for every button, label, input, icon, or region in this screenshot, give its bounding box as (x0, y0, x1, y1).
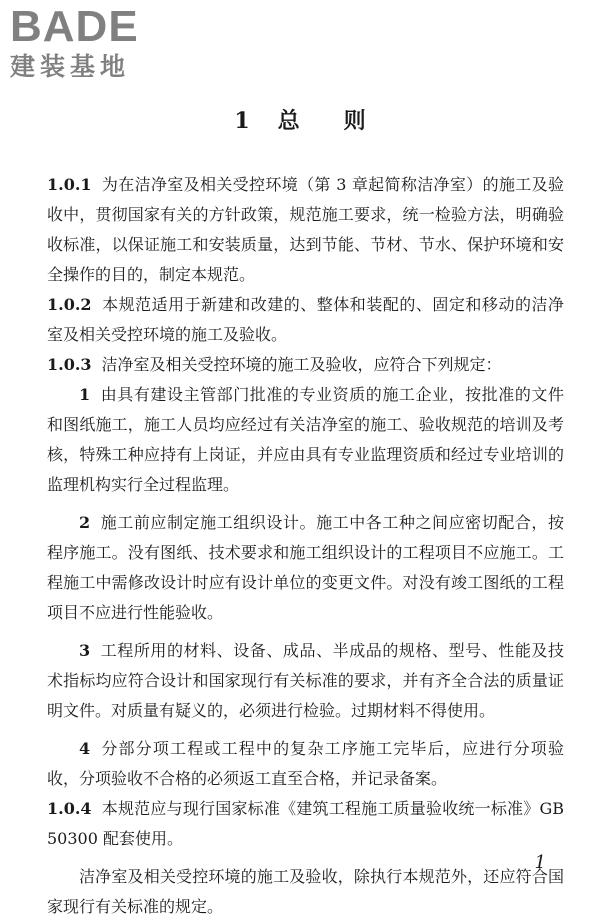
chapter-heading: 总 则 (277, 108, 366, 134)
closing-paragraph: 洁净室及相关受控环境的施工及验收，除执行本规范外，还应符合国家现行有关标准的规定。 (47, 867, 564, 916)
clause-text: 本规范应与现行国家标准《建筑工程施工质量验收统一标准》GB 50300 配套使用。 (47, 799, 564, 848)
chapter-title (0, 104, 600, 135)
clause-number: 1.0.2 (47, 295, 92, 314)
page-number: 1 (534, 852, 546, 873)
chapter-number: 1 (234, 108, 250, 134)
item-text: 施工前应制定施工组织设计。施工中各工种之间应密切配合，按程序施工。没有图纸、技术要求和施工组织设计的工程项目不应施工。工程施工中需修改设计时应有设计单位的变更文件。对没有竣工图纸的工程项目不应进行性能验收。 (47, 513, 564, 622)
clause-number: 1.0.4 (47, 799, 92, 818)
publisher-logo (10, 4, 180, 82)
item-text: 工程所用的材料、设备、成品、半成品的规格、型号、性能及技术指标均应符合设计和国家现行有关标准的要求，并有齐全合法的质量证明文件。对质量有疑义的，必须进行检验。过期材料不得使用。 (47, 641, 564, 720)
clause-1-0-1 (47, 170, 564, 290)
document-body (47, 170, 564, 922)
list-item-1 (47, 380, 564, 500)
list-item-2 (47, 508, 564, 628)
clause-text: 洁净室及相关受控环境的施工及验收，应符合下列规定： (101, 355, 502, 374)
clause-1-0-4 (47, 794, 564, 854)
item-text: 由具有建设主管部门批准的专业资质的施工企业，按批准的文件和图纸施工，施工人员均应经过有关洁净室的施工、验收规范的培训及考核，特殊工种应持有上岗证，并应由具有专业监理资质和经过专业培训的监理机构实行全过程监理。 (47, 385, 564, 494)
list-item-4 (47, 734, 564, 794)
clause-number: 1.0.1 (47, 175, 92, 194)
clause-1-0-3 (47, 350, 564, 380)
item-text: 分部分项工程或工程中的复杂工序施工完毕后，应进行分项验收，分项验收不合格的必须返工直至合格，并记录备案。 (47, 739, 564, 788)
item-number: 2 (79, 513, 91, 532)
clause-text: 本规范适用于新建和改建的、整体和装配的、固定和移动的洁净室及相关受控环境的施工及验收。 (47, 295, 564, 344)
clause-text: 为在洁净室及相关受控环境（第 3 章起简称洁净室）的施工及验收中，贯彻国家有关的方针政策，规范施工要求，统一检验方法，明确验收标准，以保证施工和安装质量，达到节能、节材、节水、保护环境和安全操作的目的，制定本规范。 (47, 175, 564, 284)
item-number: 3 (79, 641, 91, 660)
logo-chinese: 建装基地 (10, 52, 131, 81)
list-item-3 (47, 636, 564, 726)
clause-1-0-2 (47, 290, 564, 350)
logo-english: BADE (10, 2, 139, 51)
item-number: 1 (79, 385, 91, 404)
clause-number: 1.0.3 (47, 355, 92, 374)
item-number: 4 (79, 739, 91, 758)
